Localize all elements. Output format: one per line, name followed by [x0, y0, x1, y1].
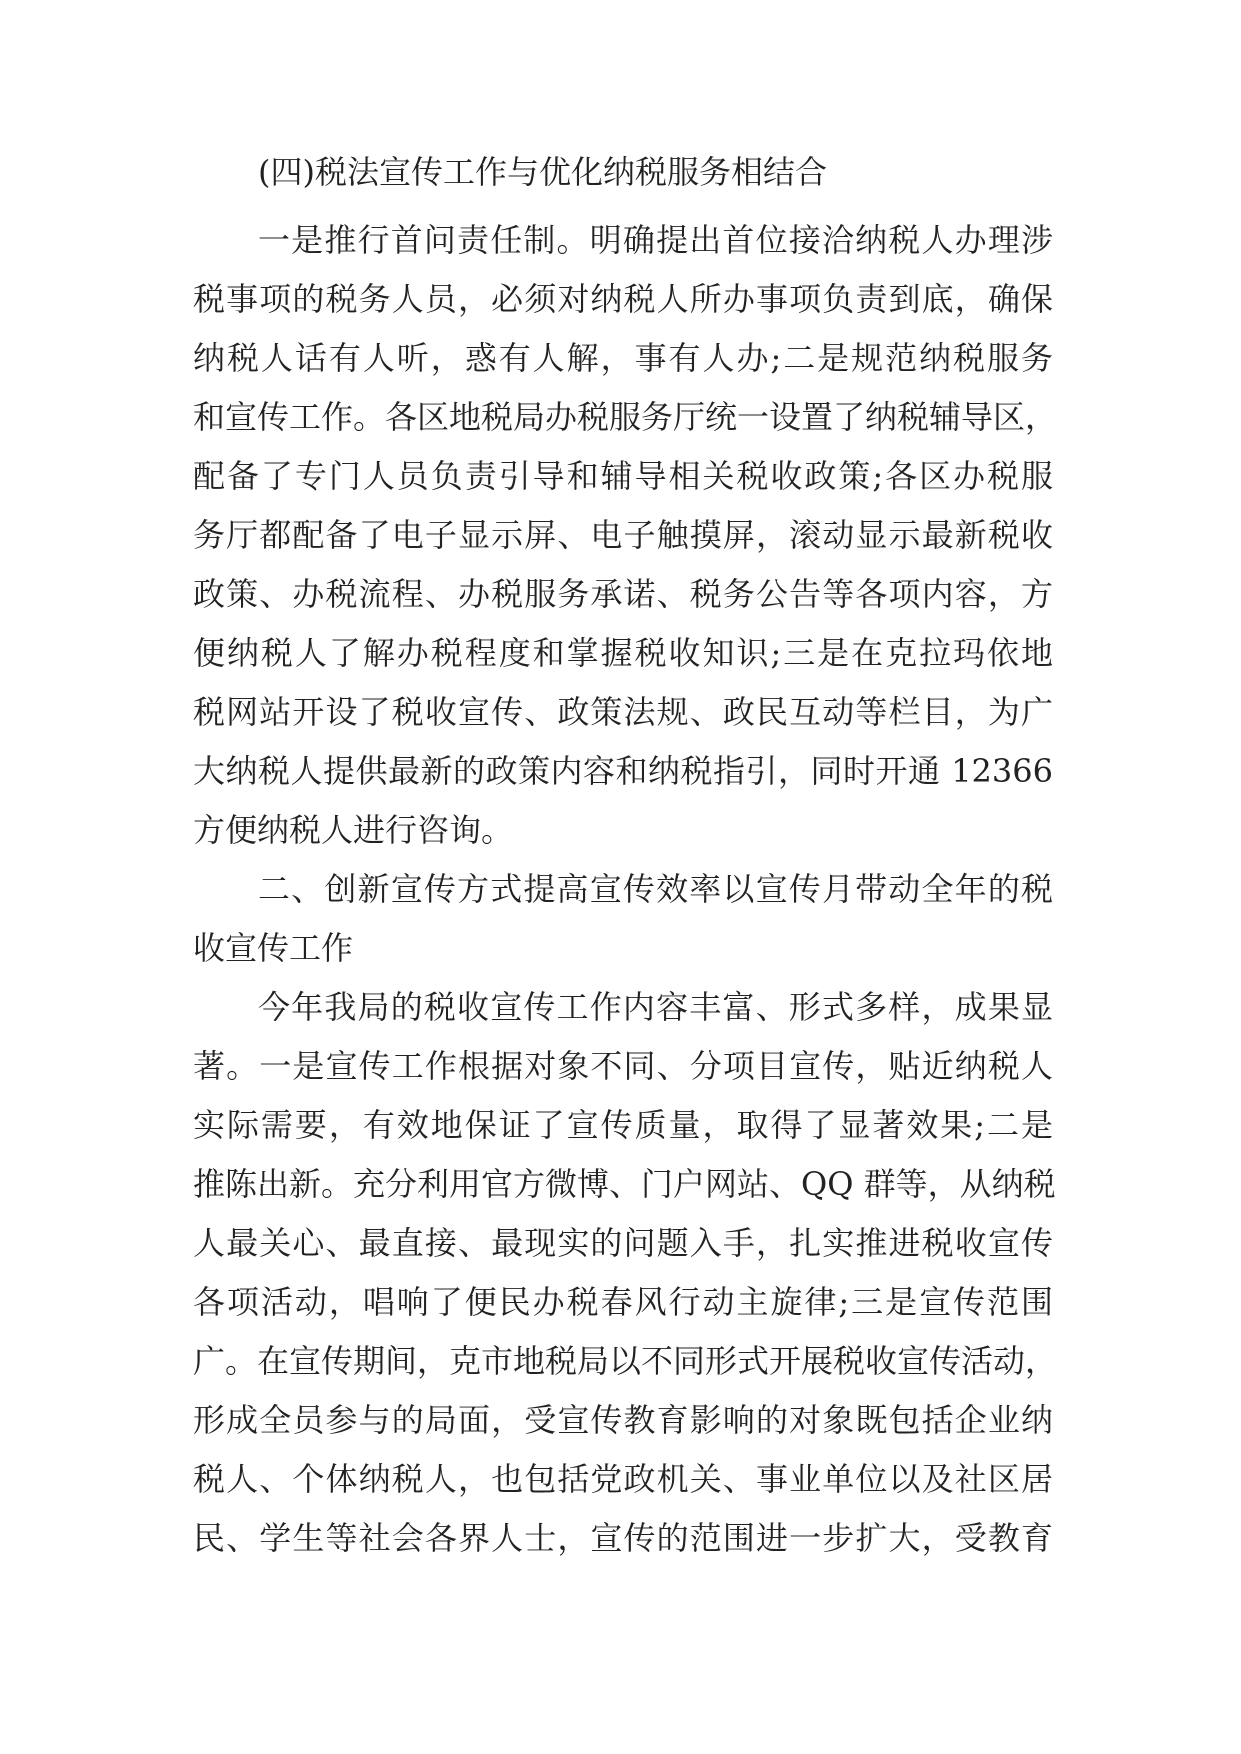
paragraph-line: 大纳税人提供最新的政策内容和纳税指引，同时开通 12366 — [193, 752, 1053, 790]
paragraph-line: 务厅都配备了电子显示屏、电子触摸屏，滚动显示最新税收 — [193, 516, 1053, 554]
paragraph-line: 形成全员参与的局面，受宣传教育影响的对象既包括企业纳 — [193, 1401, 1053, 1439]
paragraph-line: 著。一是宣传工作根据对象不同、分项目宣传，贴近纳税人 — [193, 1047, 1053, 1085]
paragraph-line: 税人、个体纳税人，也包括党政机关、事业单位以及社区居 — [193, 1460, 1053, 1498]
paragraph-line: 推陈出新。充分利用官方微博、门户网站、QQ 群等，从纳税 — [193, 1165, 1056, 1203]
section-heading-4: (四)税法宣传工作与优化纳税服务相结合 — [258, 153, 827, 191]
paragraph-line: 人最关心、最直接、最现实的问题入手，扎实推进税收宣传 — [193, 1224, 1053, 1262]
paragraph-line: 各项活动，唱响了便民办税春风行动主旋律;三是宣传范围 — [193, 1283, 1053, 1321]
paragraph-line: 实际需要，有效地保证了宣传质量，取得了显著效果;二是 — [193, 1106, 1053, 1144]
paragraph-line: 民、学生等社会各界人士，宣传的范围进一步扩大，受教育 — [193, 1519, 1053, 1557]
paragraph-line: 便纳税人了解办税程度和掌握税收知识;三是在克拉玛依地 — [193, 634, 1053, 672]
paragraph-line: 税网站开设了税收宣传、政策法规、政民互动等栏目，为广 — [193, 693, 1053, 731]
section-heading-2-cont: 收宣传工作 — [193, 929, 354, 967]
paragraph-line: 广。在宣传期间，克市地税局以不同形式开展税收宣传活动， — [193, 1342, 1058, 1380]
paragraph-line: 配备了专门人员负责引导和辅导相关税收政策;各区办税服 — [193, 457, 1053, 495]
paragraph-line: 一是推行首问责任制。明确提出首位接洽纳税人办理涉 — [258, 221, 1053, 259]
paragraph-line: 方便纳税人进行咨询。 — [193, 811, 514, 849]
section-heading-2: 二、创新宣传方式提高宣传效率以宣传月带动全年的税 — [258, 870, 1053, 908]
paragraph-line: 纳税人话有人听，惑有人解，事有人办;二是规范纳税服务 — [193, 339, 1053, 377]
paragraph-line: 和宣传工作。各区地税局办税服务厅统一设置了纳税辅导区， — [193, 398, 1058, 436]
paragraph-line: 税事项的税务人员，必须对纳税人所办事项负责到底，确保 — [193, 280, 1053, 318]
paragraph-line: 今年我局的税收宣传工作内容丰富、形式多样，成果显 — [258, 988, 1053, 1026]
paragraph-line: 政策、办税流程、办税服务承诺、税务公告等各项内容，方 — [193, 575, 1053, 613]
